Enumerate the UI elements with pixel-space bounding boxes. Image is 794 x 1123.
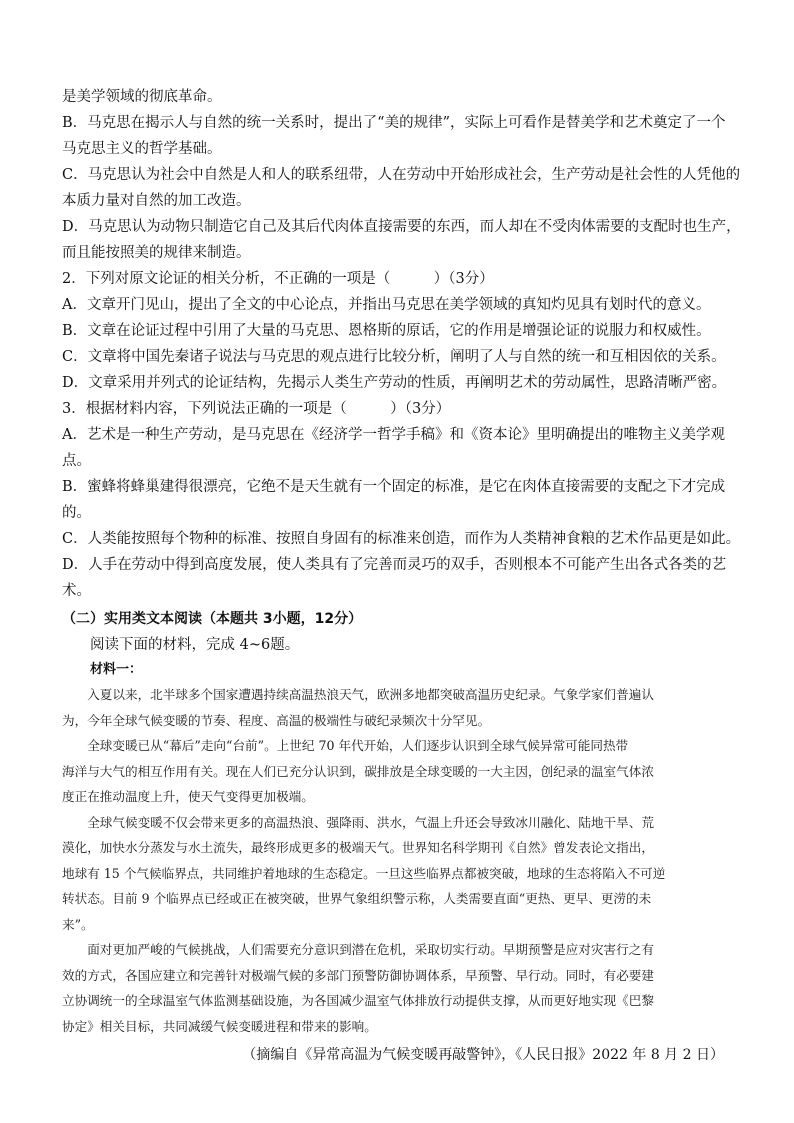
material-paragraph-line: 地球有 15 个气候临界点，共同维护着地球的生态稳定。一旦这些临界点都被突破，地球的生态将陷入不可逆 <box>62 865 666 881</box>
material-paragraph-line: 全球变暖已从“幕后”走向“台前”。上世纪 70 年代开始，人们逐步认识到全球气候异常可能同热带 <box>62 738 629 753</box>
option <box>62 370 732 396</box>
material-paragraph-line: 立协调统一的全球温室气体监测基础设施，为各国减少温室气体排放行动提供支撑，从而更好地实现《巴黎 <box>62 993 654 1008</box>
material-paragraph-line: 来”。 <box>62 916 94 932</box>
material-paragraph-line: 转状态。目前 9 个临界点已经或正在被突破，世界气象组织警示称，人类需要直面“更热、更早、更涝的未 <box>62 891 652 906</box>
option <box>62 110 732 162</box>
option-line: C．马克思认为社会中自然是人和人的联系纽带，人在劳动中开始形成社会，生产劳动是社会性的人凭他的 <box>62 167 741 183</box>
option-line: B．文章在论证过程中引用了大量的马克思、恩格斯的原话，它的作用是增强论证的说服力和权威性。 <box>62 323 711 339</box>
material-paragraph-line: 为，今年全球气候变暖的节奏、程度、高温的极端性与破纪录频次十分罕见。 <box>62 712 491 728</box>
option <box>62 474 732 526</box>
option-line: 术。 <box>62 583 91 599</box>
option-line: 点。 <box>62 453 91 469</box>
material-title: 材料一： <box>90 662 143 677</box>
option <box>62 318 732 344</box>
material-paragraph <box>62 733 732 810</box>
question-1-options <box>62 110 741 266</box>
passage-tail: 是美学领域的彻底革命。 <box>62 89 222 105</box>
option <box>62 552 732 604</box>
question-2-stem: 2．下列对原文论证的相关分析，不正确的一项是（ ）（3分） <box>62 271 494 287</box>
question-3-stem: 3．根据材料内容，下列说法正确的一项是（ ）（3分） <box>62 401 451 417</box>
option-line: 而且能按照美的规律来制造。 <box>62 245 251 261</box>
material-paragraph-line: 全球气候变暖不仅会带来更多的高温热浪、强降雨、洪水，气温上升还会导致冰川融化、陆地干旱、荒 <box>62 814 654 830</box>
source-citation: （摘编自《异常高温为气候变暖再敲警钟》，《人民日报》2022 年 8 月 2 日） <box>242 1047 724 1063</box>
option-line: 的。 <box>62 505 91 521</box>
material-paragraph-line: 效的方式，各国应建立和完善针对极端气候的多部门预警防御协调体系，早预警、早行动。同时，有必要建 <box>62 967 654 983</box>
section-intro: 阅读下面的材料，完成 4~6题。 <box>90 637 300 653</box>
material-body <box>62 682 732 1039</box>
option <box>62 526 741 552</box>
option-line: C．文章将中国先秦诸子说法与马克思的观点进行比较分析，阐明了人与自然的统一和互相因依的关系。 <box>62 349 726 365</box>
option-line: D．马克思认为动物只制造它自己及其后代肉体直接需要的东西，而人却在不受肉体需要的支配时也生产， <box>62 219 741 235</box>
option <box>62 292 732 318</box>
option <box>62 162 741 214</box>
option-line: D．文章采用并列式的论证结构，先揭示人类生产劳动的性质，再阐明艺术的劳动属性，思路清晰严密。 <box>62 375 727 391</box>
option <box>62 214 741 266</box>
material-paragraph-line: 漠化，加快水分蒸发与水土流失，最终形成更多的极端天气。世界知名科学期刊《自然》曾发表论文指出， <box>62 840 654 855</box>
material-paragraph <box>62 937 732 1039</box>
option-line: A．艺术是一种生产劳动，是马克思在《经济学一哲学手稿》和《资本论》里明确提出的唯物主义美学观 <box>62 427 725 443</box>
material-paragraph-line: 海洋与大气的相互作用有关。现在人们已充分认识到，碳排放是全球变暖的一大主因，创纪录的温室气体浓 <box>62 763 654 779</box>
option-line: 本质力量对自然的加工改造。 <box>62 193 251 209</box>
material-paragraph-line: 面对更加严峻的气候挑战，人们需要充分意识到潜在危机，采取切实行动。早期预警是应对灾害行之有 <box>62 942 654 957</box>
option <box>62 344 732 370</box>
question-3-options <box>62 422 741 604</box>
question-2-options <box>62 292 732 396</box>
material-paragraph-line: 度正在推动温度上升，使天气变得更加极端。 <box>62 789 314 804</box>
option <box>62 422 732 474</box>
option-line: D．人手在劳动中得到高度发展，使人类具有了完善而灵巧的双手，否则根本不可能产生出各式各类的艺 <box>62 557 727 573</box>
material-paragraph <box>62 810 732 938</box>
material-paragraph-line: 协定》相关目标，共同减缓气候变暖进程和带来的影响。 <box>62 1018 377 1034</box>
material-paragraph <box>62 682 732 733</box>
option-line: B．蜜蜂将蜂巢建得很漂亮，它绝不是天生就有一个固定的标准，是它在肉体直接需要的支配之下才完成 <box>62 479 726 495</box>
section-title: （二）实用类文本阅读（本题共 3小题，12分） <box>62 611 363 627</box>
option-line: A．文章开门见山，提出了全文的中心论点，并指出马克思在美学领域的真知灼见具有划时代的意义。 <box>62 297 711 313</box>
option-line: C．人类能按照每个物种的标准、按照自身固有的标准来创造，而作为人类精神食粮的艺术作品更是如此。 <box>62 531 741 547</box>
option-line: 马克思主义的哲学基础。 <box>62 141 222 157</box>
material-paragraph-line: 入夏以来，北半球多个国家遭遇持续高温热浪天气，欧洲多地都突破高温历史纪录。气象学家们普遍认 <box>62 687 654 702</box>
exam-page <box>62 84 741 1069</box>
option-line: B．马克思在揭示人与自然的统一关系时，提出了“美的规律”，实际上可看作是替美学和艺术奠定了一个 <box>62 115 726 131</box>
